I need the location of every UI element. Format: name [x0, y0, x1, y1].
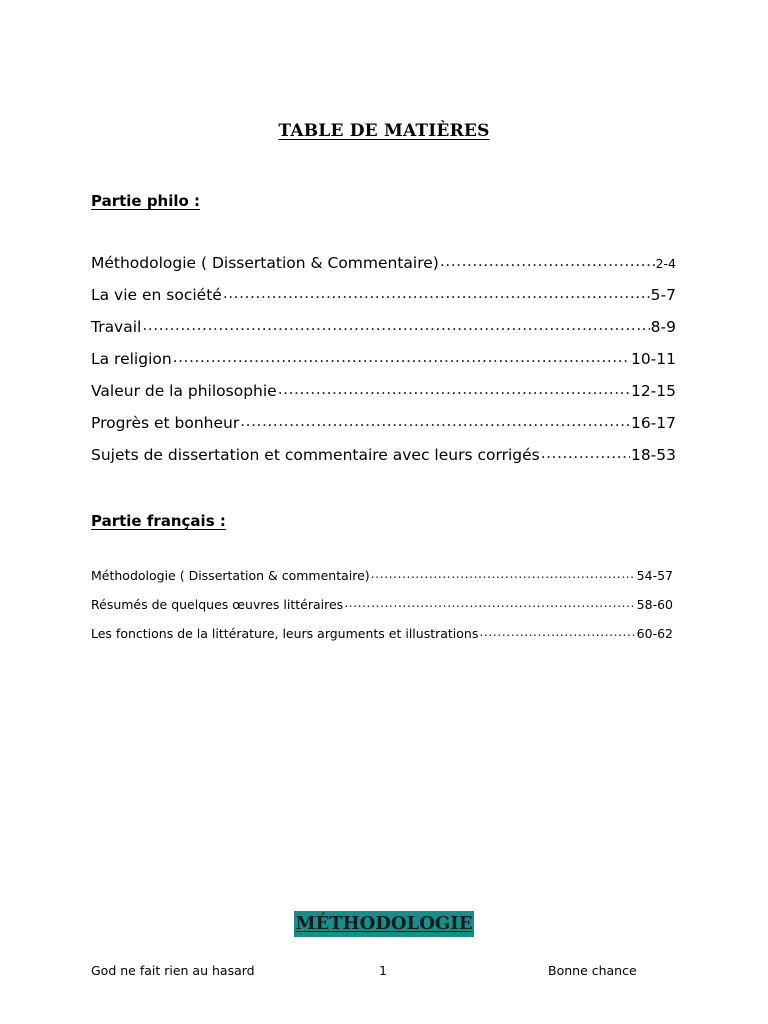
- dot-leader: [223, 284, 650, 302]
- toc-entry-label: Méthodologie ( Dissertation & commentaire): [91, 568, 370, 583]
- toc-entry: [91, 414, 676, 446]
- dot-leader: [479, 624, 635, 639]
- toc-philo-list: [91, 254, 676, 478]
- toc-entry-pages: 18-53: [630, 446, 676, 464]
- toc-entry-label: Les fonctions de la littérature, leurs arguments et illustrations: [91, 626, 479, 641]
- toc-francais-list: [91, 568, 673, 655]
- toc-entry: [91, 568, 673, 597]
- toc-entry: [91, 626, 673, 655]
- toc-entry: [91, 286, 676, 318]
- toc-entry: [91, 318, 676, 350]
- toc-entry-label: Progrès et bonheur: [91, 414, 240, 432]
- dot-leader: [240, 412, 630, 430]
- toc-entry: [91, 382, 676, 414]
- toc-entry-label: Valeur de la philosophie: [91, 382, 277, 400]
- toc-entry-pages: 8-9: [650, 318, 676, 336]
- toc-entry-pages: 5-7: [650, 286, 676, 304]
- section-heading-philo: Partie philo :: [91, 192, 201, 210]
- dot-leader: [278, 380, 630, 398]
- toc-entry-label: Méthodologie ( Dissertation & Commentaire): [91, 254, 439, 272]
- dot-leader: [440, 252, 655, 270]
- dot-leader: [344, 595, 635, 610]
- toc-entry-label: Résumés de quelques œuvres littéraires: [91, 597, 344, 612]
- toc-entry: [91, 350, 676, 382]
- toc-entry-label: La religion: [91, 350, 172, 368]
- toc-entry-pages: 58-60: [636, 597, 673, 612]
- footer-right-text: Bonne chance: [548, 963, 637, 978]
- toc-entry-pages: 12-15: [630, 382, 676, 400]
- page-footer: [0, 963, 768, 981]
- footer-left-text: God ne fait rien au hasard: [91, 963, 255, 978]
- section-banner-text: MÉTHODOLOGIE: [294, 911, 475, 937]
- toc-entry: [91, 597, 673, 626]
- toc-entry-pages: 60-62: [636, 626, 673, 641]
- page-number: 1: [379, 963, 387, 978]
- toc-entry-label: Sujets de dissertation et commentaire avec leurs corrigés: [91, 446, 540, 464]
- toc-entry-pages: 2-4: [655, 256, 676, 271]
- dot-leader: [142, 316, 649, 334]
- dot-leader: [371, 566, 636, 581]
- toc-entry-label: La vie en société: [91, 286, 222, 304]
- toc-entry-pages: 10-11: [630, 350, 676, 368]
- toc-entry-pages: 54-57: [636, 568, 673, 583]
- section-banner: [0, 911, 768, 937]
- dot-leader: [541, 444, 630, 462]
- section-heading-francais: Partie français :: [91, 512, 226, 530]
- page-title: TABLE DE MATIÈRES: [278, 121, 490, 141]
- toc-entry: [91, 254, 676, 286]
- toc-entry-pages: 16-17: [630, 414, 676, 432]
- toc-entry-label: Travail: [91, 318, 142, 336]
- toc-entry: [91, 446, 676, 478]
- dot-leader: [173, 348, 630, 366]
